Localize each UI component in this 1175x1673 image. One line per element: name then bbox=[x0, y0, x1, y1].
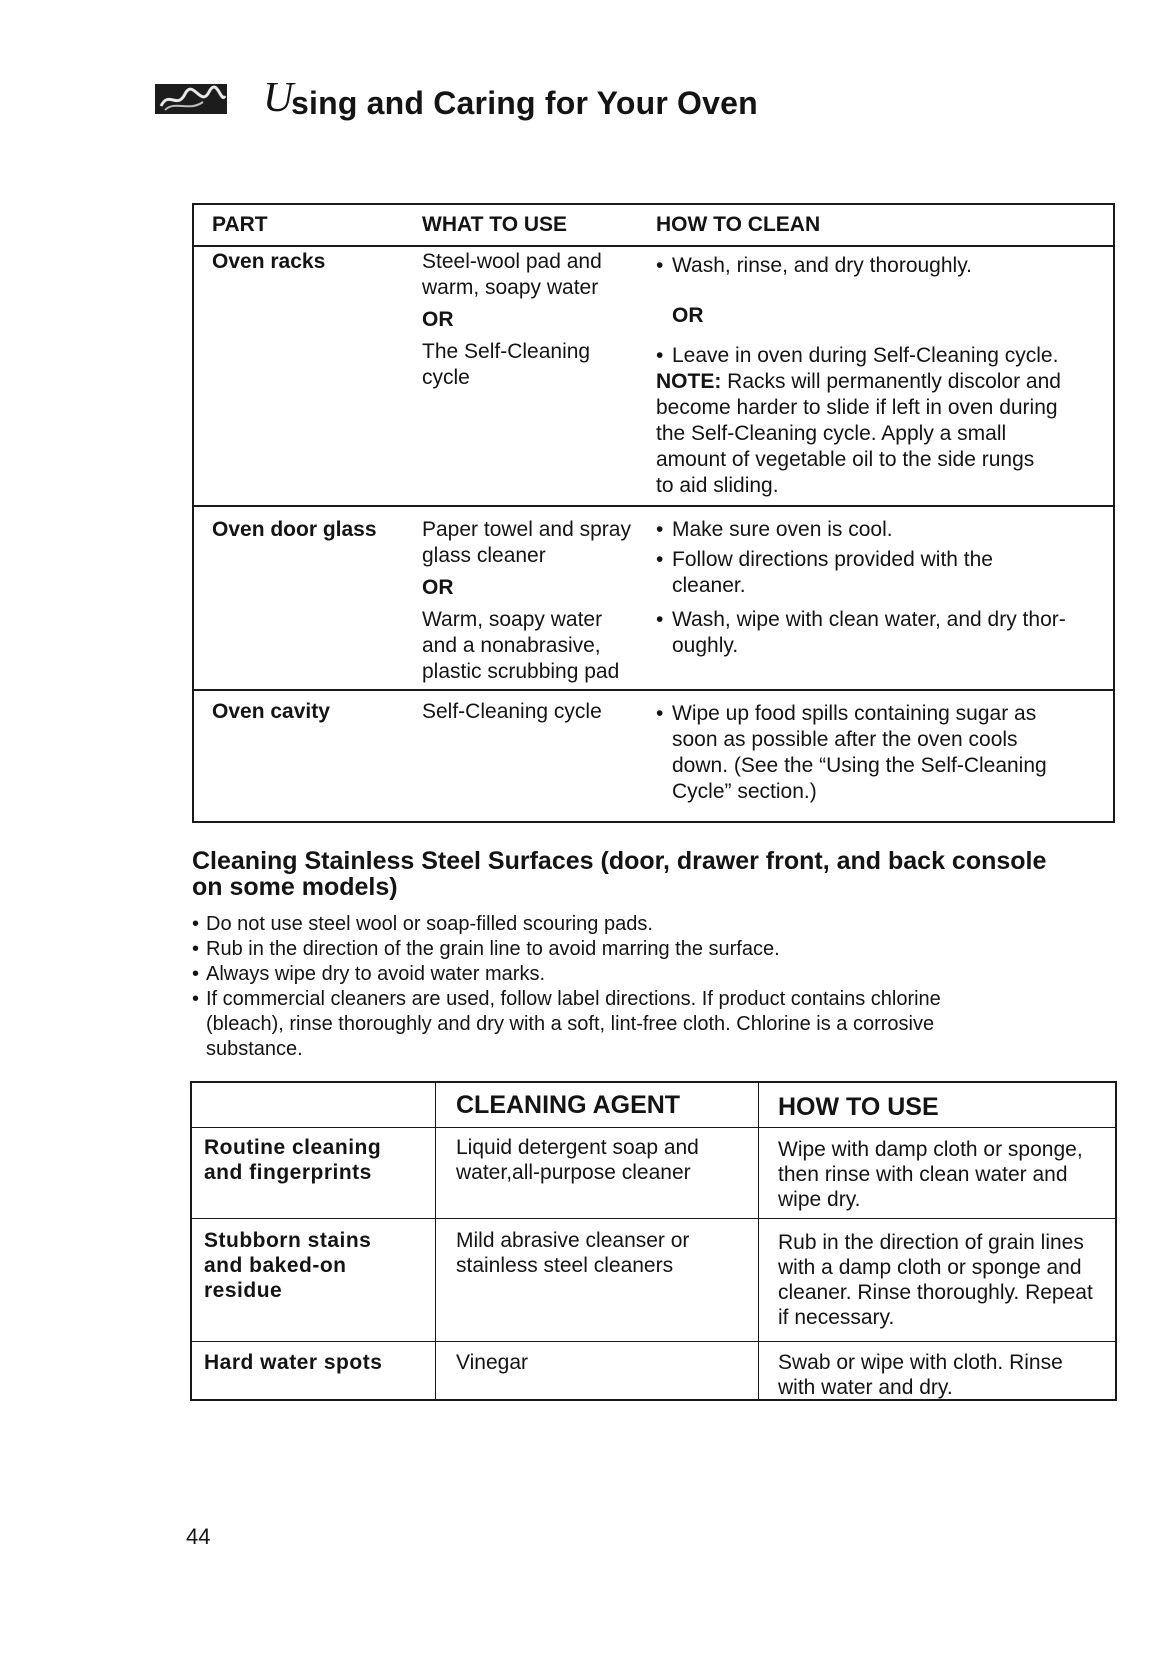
what-line: Steel-wool pad and bbox=[422, 250, 602, 273]
row-label: Oven door glass bbox=[212, 518, 377, 541]
note-label: NOTE: bbox=[656, 370, 722, 393]
list-item: • Do not use steel wool or soap-filled scouring pads. bbox=[192, 912, 1092, 937]
list-item: • Rub in the direction of the grain line to avoid marring the surface. bbox=[192, 937, 1092, 962]
row-label: Routine cleaning bbox=[204, 1136, 382, 1159]
agent-line: Liquid detergent soap and bbox=[456, 1136, 699, 1159]
row-divider bbox=[194, 689, 1113, 691]
agent-line: water,all-purpose cleaner bbox=[456, 1161, 691, 1184]
use-line: Rub in the direction of grain lines bbox=[778, 1231, 1084, 1254]
use-line: if necessary. bbox=[778, 1306, 895, 1329]
column-header-part: PART bbox=[212, 213, 268, 236]
brand-logo-icon bbox=[155, 84, 227, 114]
list-item bbox=[192, 987, 1092, 1062]
note-line bbox=[656, 369, 1061, 395]
column-divider bbox=[758, 1083, 759, 1399]
section-heading-line: Cleaning Stainless Steel Surfaces (door, drawer front, and back console bbox=[192, 847, 1047, 875]
how-bullet: • Wash, rinse, and dry thoroughly. bbox=[672, 253, 972, 279]
row-label: Hard water spots bbox=[204, 1351, 383, 1374]
what-line: cycle bbox=[422, 366, 470, 389]
use-line: Wipe with damp cloth or sponge, bbox=[778, 1138, 1083, 1161]
what-line: plastic scrubbing pad bbox=[422, 660, 620, 683]
what-line: warm, soapy water bbox=[422, 276, 599, 299]
row-label: and fingerprints bbox=[204, 1161, 372, 1184]
what-line: Self-Cleaning cycle bbox=[422, 700, 602, 723]
note-line: the Self-Cleaning cycle. Apply a small bbox=[656, 422, 1007, 445]
or-label: OR bbox=[672, 304, 704, 327]
agent-line: Vinegar bbox=[456, 1351, 529, 1374]
use-line: with water and dry. bbox=[778, 1376, 953, 1399]
row-label: residue bbox=[204, 1279, 283, 1302]
column-header-how-to-use: HOW TO USE bbox=[778, 1093, 939, 1121]
how-line: oughly. bbox=[672, 634, 739, 657]
column-header-how-to-clean: HOW TO CLEAN bbox=[656, 213, 821, 236]
what-line: Warm, soapy water bbox=[422, 608, 603, 631]
note-line: become harder to slide if left in oven during bbox=[656, 396, 1058, 419]
row-divider bbox=[192, 1341, 1115, 1342]
list-item-line: (bleach), rinse thoroughly and dry with a soft, lint-free cloth. Chlorine is a corrosive bbox=[206, 1013, 935, 1035]
row-divider bbox=[194, 505, 1113, 507]
bullet-list bbox=[192, 912, 1092, 1062]
how-line: down. (See the “Using the Self-Cleaning bbox=[672, 754, 1047, 777]
use-line: then rinse with clean water and bbox=[778, 1163, 1068, 1186]
column-header-what-to-use: WHAT TO USE bbox=[422, 213, 568, 236]
list-item-line: substance. bbox=[206, 1038, 303, 1060]
how-bullet: • Wash, wipe with clean water, and dry thor- bbox=[672, 607, 1066, 633]
how-bullet: • Wipe up food spills containing sugar as bbox=[672, 701, 1036, 727]
use-line: Swab or wipe with cloth. Rinse bbox=[778, 1351, 1063, 1374]
title-initial: U bbox=[263, 75, 294, 121]
use-line: cleaner. Rinse thoroughly. Repeat bbox=[778, 1281, 1093, 1304]
row-divider bbox=[192, 1218, 1115, 1219]
how-line: soon as possible after the oven cools bbox=[672, 728, 1018, 751]
how-bullet: • Make sure oven is cool. bbox=[672, 517, 893, 543]
cleaning-table bbox=[192, 203, 1115, 823]
use-line: wipe dry. bbox=[778, 1188, 861, 1211]
stainless-steel-table bbox=[190, 1081, 1117, 1401]
list-item-line: • If commercial cleaners are used, follow label directions. If product contains chlorine bbox=[206, 988, 941, 1010]
note-text: Racks will permanently discolor and bbox=[721, 370, 1061, 393]
page-header bbox=[155, 70, 1055, 130]
note-line: to aid sliding. bbox=[656, 474, 779, 497]
row-divider bbox=[192, 1127, 1115, 1128]
page-title: sing and Caring for Your Oven bbox=[291, 85, 758, 121]
agent-line: stainless steel cleaners bbox=[456, 1254, 674, 1277]
or-label: OR bbox=[422, 576, 454, 599]
row-label: Stubborn stains bbox=[204, 1229, 372, 1252]
what-line: and a nonabrasive, bbox=[422, 634, 601, 657]
row-label: Oven racks bbox=[212, 250, 326, 273]
agent-line: Mild abrasive cleanser or bbox=[456, 1229, 690, 1252]
section-heading-line: on some models) bbox=[192, 873, 398, 901]
column-header-cleaning-agent: CLEANING AGENT bbox=[456, 1091, 681, 1119]
what-line: glass cleaner bbox=[422, 544, 546, 567]
or-label: OR bbox=[422, 308, 454, 331]
section-heading bbox=[192, 848, 1132, 900]
how-bullet: • Follow directions provided with the bbox=[672, 547, 993, 573]
row-label: and baked-on bbox=[204, 1254, 347, 1277]
how-line: Cycle” section.) bbox=[672, 780, 817, 803]
use-line: with a damp cloth or sponge and bbox=[778, 1256, 1082, 1279]
what-line: Paper towel and spray bbox=[422, 518, 631, 541]
what-line: The Self-Cleaning bbox=[422, 340, 591, 363]
row-label: Oven cavity bbox=[212, 700, 330, 723]
note-line: amount of vegetable oil to the side rungs bbox=[656, 448, 1035, 471]
column-divider bbox=[435, 1083, 436, 1399]
how-bullet: • Leave in oven during Self-Cleaning cycle. bbox=[672, 343, 1058, 369]
how-line: cleaner. bbox=[672, 574, 746, 597]
table-header-row bbox=[194, 205, 1113, 247]
list-item: • Always wipe dry to avoid water marks. bbox=[192, 962, 1092, 987]
page-number: 44 bbox=[186, 1524, 211, 1549]
